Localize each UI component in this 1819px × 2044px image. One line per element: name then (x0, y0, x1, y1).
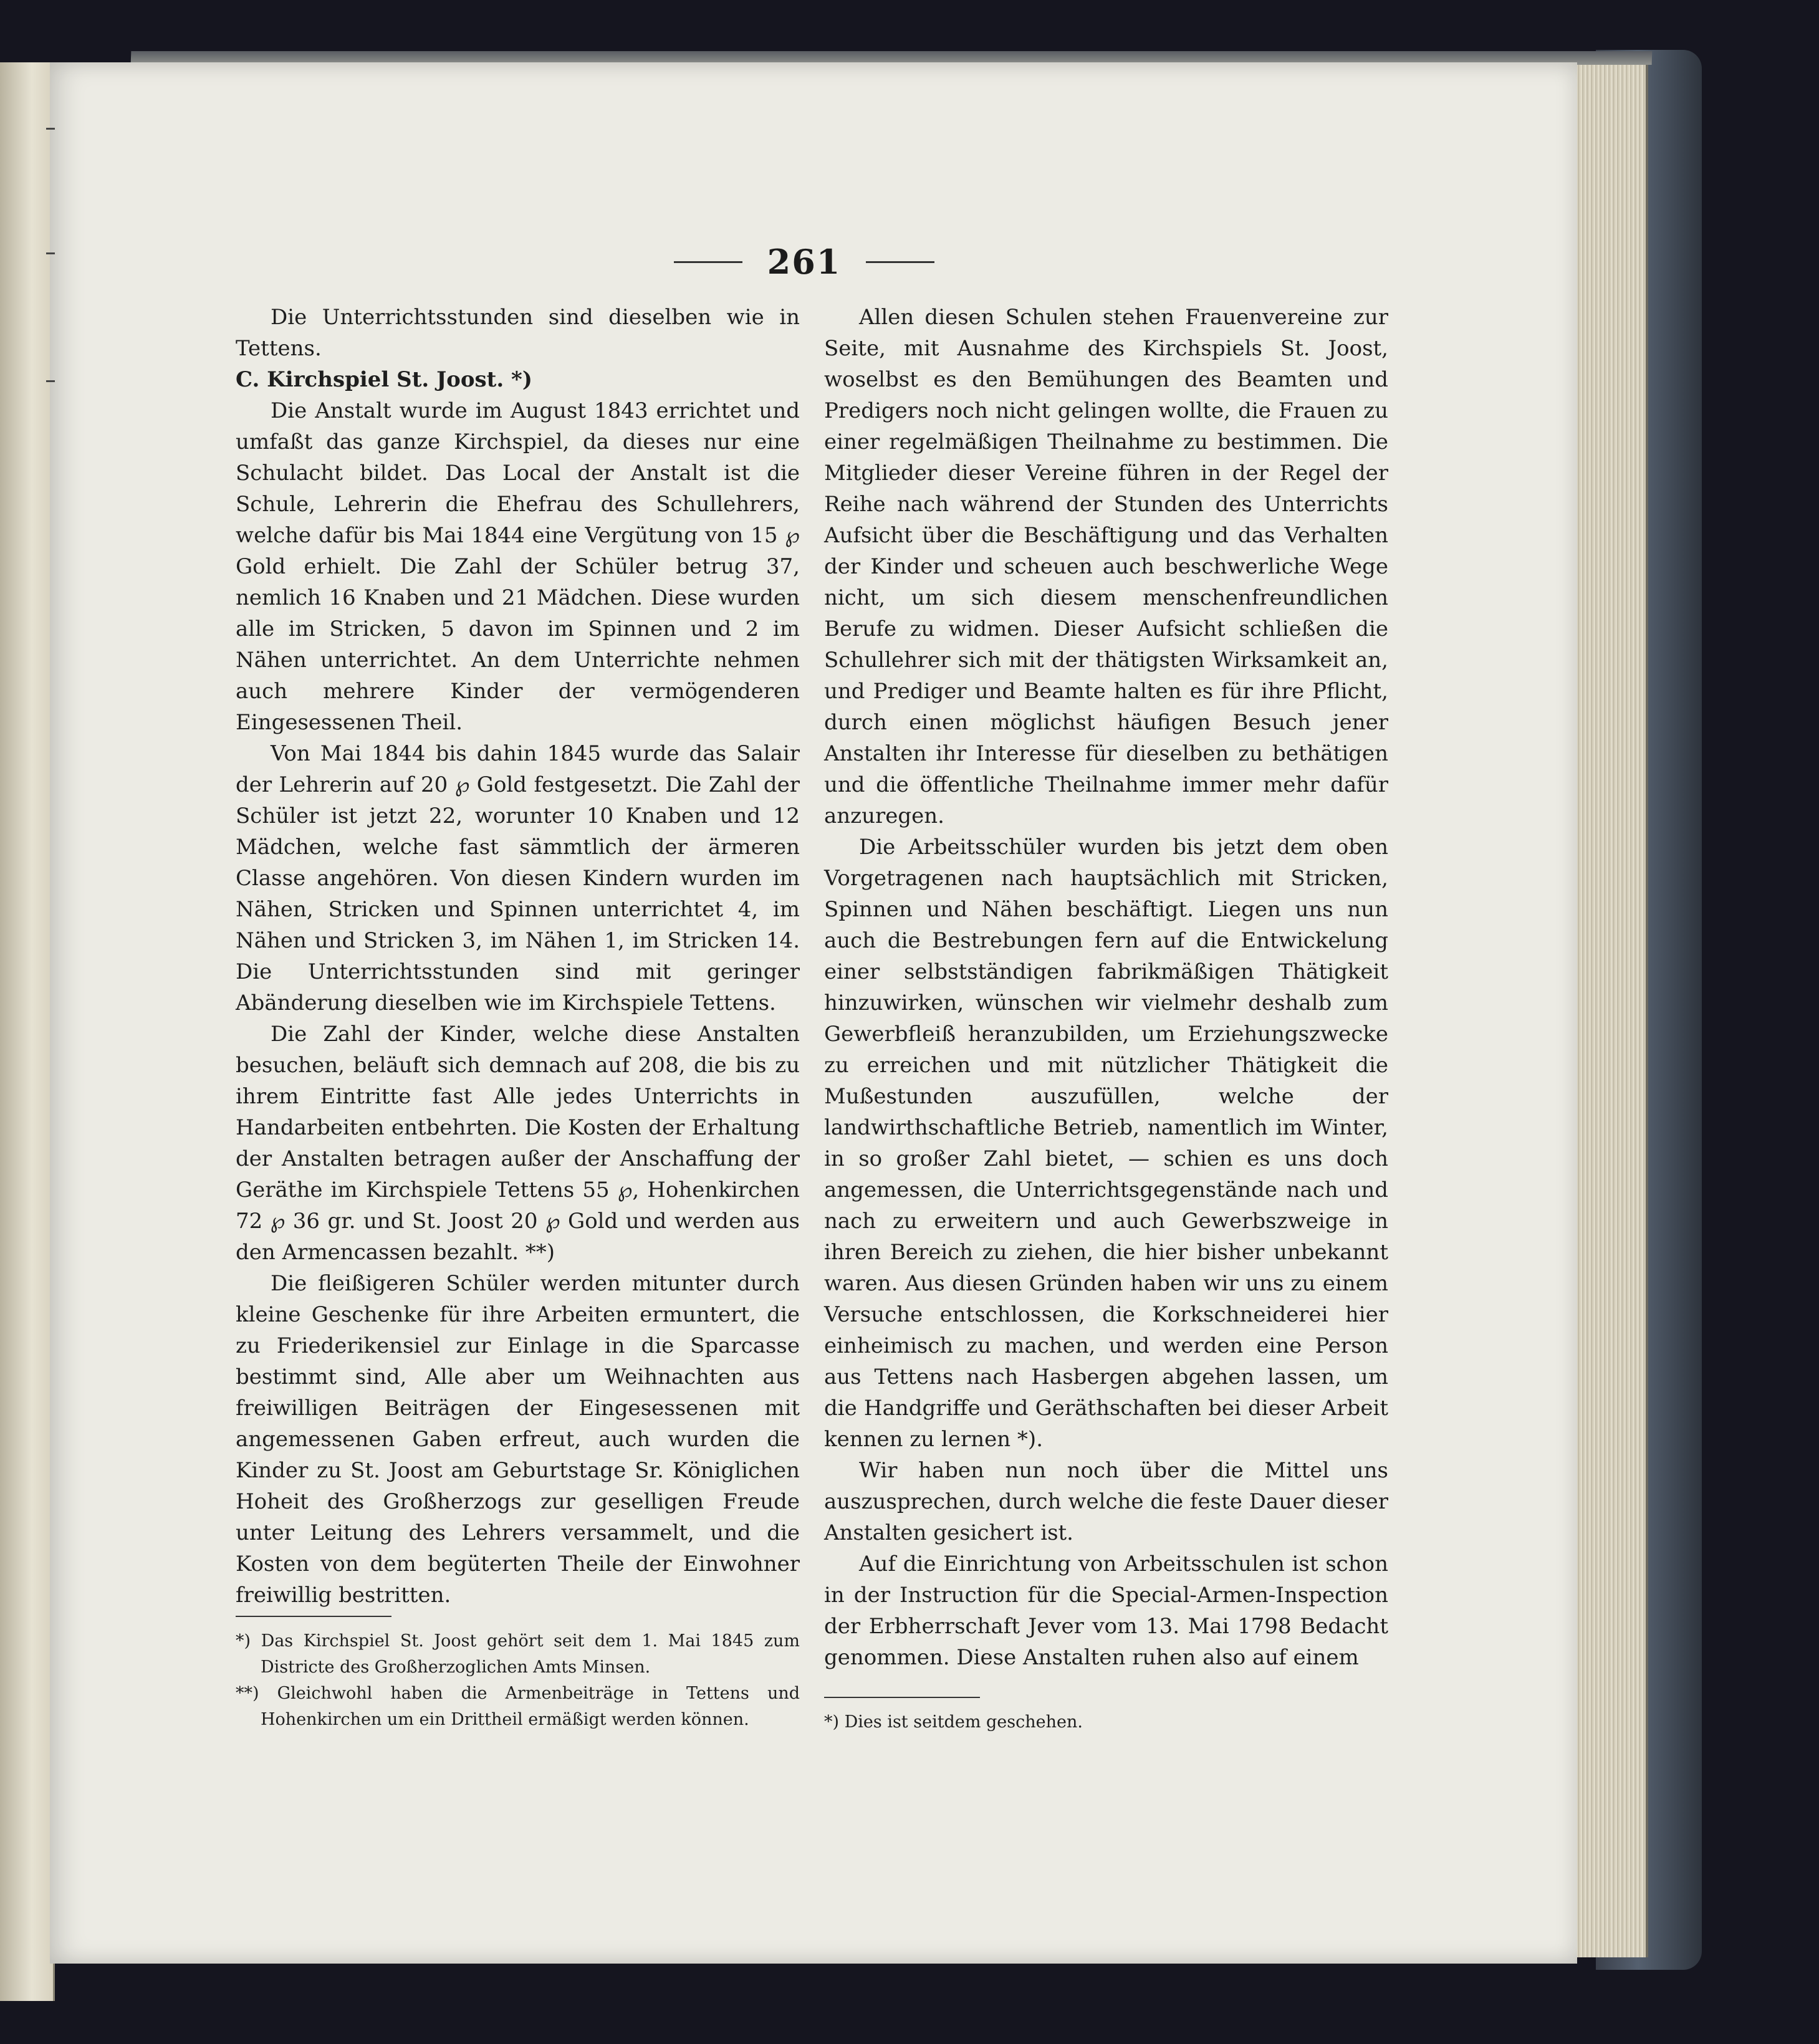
gutter-mark (46, 128, 55, 130)
footnote: *) Dies ist seitdem geschehen. (824, 1712, 1083, 1732)
gutter-mark (46, 252, 55, 254)
paragraph: Die Anstalt wurde im August 1843 errichtet und umfaßt das ganze Kirchspiel, da dieses nur eine Schulacht bildet. Das Local der Anstalt ist die Schule, Lehrerin die Ehefrau des Schullehrers, welche dafür bis Mai 1844 eine Vergütung von 15 ℘ Gold erhielt. Die Zahl der Schüler betrug 37, nemlich 16 Knaben und 21 Mädchen. Diese wurden alle im Stricken, 5 davon im Spinnen und 2 im Nähen unterrichtet. An dem Unterrichte nehmen auch mehrere Kinder der vermögenderen Eingesessenen Theil. (236, 398, 800, 735)
footnote: *) Das Kirchspiel St. Joost gehört seit dem 1. Mai 1845 zum Districte des Großherzoglichen Amts Minsen. (236, 1631, 800, 1677)
paragraph: Auf die Einrichtung von Arbeitsschulen ist schon in der Instruction für die Special-Armen-Inspection der Erbherrschaft Jever vom 13. Mai 1798 Bedacht genommen. Diese Anstalten ruhen also auf einem (824, 1552, 1388, 1670)
left-footnotes (236, 1616, 800, 1733)
left-text-column (236, 302, 800, 1611)
right-text-column (824, 302, 1388, 1673)
paragraph: Die Arbeitsschüler wurden bis jetzt dem oben Vorgetragenen nach hauptsächlich mit Stricken, Spinnen und Nähen beschäftigt. Liegen uns nun auch die Bestrebungen fern auf die Entwickelung einer selbstständigen fabrikmäßigen Thätigkeit hinzuwirken, wünschen wir vielmehr deshalb zum Gewerbfleiß heranzubilden, um Erziehungszwecke zu erreichen und mit nützlicher Thätigkeit die Mußestunden auszufüllen, welche der landwirthschaftliche Betrieb, namentlich im Winter, in so großer Zahl bietet, — schien es uns doch angemessen, die Unterrichtsgegenstände nach und nach zu erweitern und auch Gewerbszweige in ihren Bereich zu ziehen, die hier bisher unbekannt waren. Aus diesen Gründen haben wir uns zu einem Versuche entschlossen, die Korkschneiderei hier einheimisch zu machen, und werden eine Person aus Tettens nach Hasbergen abgehen lassen, um die Handgriffe und Geräthschaften bei dieser Arbeit kennen zu lernen *). (824, 835, 1388, 1452)
page-number: 261 (767, 242, 842, 282)
section-heading: C. Kirchspiel St. Joost. *) (236, 367, 532, 392)
paragraph: Die fleißigeren Schüler werden mitunter durch kleine Geschenke für ihre Arbeiten ermuntert, die zu Friederikensiel zur Einlage in die Sparcasse bestimmt sind, Alle aber um Weihnachten aus freiwilligen Beiträgen der Eingesessenen mit angemessenen Gaben erfreut, auch wurden die Kinder zu St. Joost am Geburtstage Sr. Königlichen Hoheit des Großherzogs zur geselligen Freude unter Leitung des Lehrers versammelt, und die Kosten von dem begüterten Theile der Einwohner freiwillig bestritten. (236, 1271, 800, 1608)
header-rule-left (674, 261, 742, 263)
page-fore-edge (1571, 62, 1648, 1957)
header-rule-right (866, 261, 934, 263)
gutter-mark (46, 380, 55, 382)
footnote-rule (824, 1697, 980, 1698)
paragraph: Von Mai 1844 bis dahin 1845 wurde das Salair der Lehrerin auf 20 ℘ Gold festgesetzt. Die Zahl der Schüler ist jetzt 22, worunter 10 Knaben und 12 Mädchen, welche fast sämmtlich der ärmeren Classe angehören. Von diesen Kindern wurden im Nähen, Stricken und Spinnen unterrichtet 4, im Nähen und Stricken 3, im Nähen 1, im Stricken 14. Die Unterrichtsstunden sind mit geringer Abänderung dieselben wie im Kirchspiele Tettens. (236, 741, 800, 1015)
footnote-rule (236, 1616, 391, 1617)
paragraph: Die Unterrichtsstunden sind dieselben wie in Tettens. (236, 305, 800, 361)
footnote: **) Gleichwohl haben die Armenbeiträge in Tettens und Hohenkirchen um ein Drittheil ermäßigt werden können. (236, 1684, 800, 1729)
paragraph: Wir haben nun noch über die Mittel uns auszusprechen, durch welche die feste Dauer dieser Anstalten gesichert ist. (824, 1458, 1388, 1545)
right-footnotes (824, 1697, 1388, 1735)
paragraph: Allen diesen Schulen stehen Frauenvereine zur Seite, mit Ausnahme des Kirchspiels St. Joost, woselbst es den Bemühungen des Beamten und Predigers noch nicht gelingen wollte, die Frauen zu einer regelmäßigen Theilnahme zu bestimmen. Die Mitglieder dieser Vereine führen in der Regel der Reihe nach während der Stunden des Unterrichts Aufsicht über die Beschäftigung und das Verhalten der Kinder und scheuen auch beschwerliche Wege nicht, um sich diesem menschenfreundlichen Berufe zu widmen. Dieser Aufsicht schließen die Schullehrer sich mit der thätigsten Wirksamkeit an, und Prediger und Beamte halten es für ihre Pflicht, durch einen möglichst häufigen Besuch jener Anstalten ihr Interesse für dieselben zu bethätigen und die öffentliche Theilnahme immer mehr dafür anzuregen. (824, 305, 1388, 828)
page-header (648, 240, 960, 284)
paragraph: Die Zahl der Kinder, welche diese Anstalten besuchen, beläuft sich demnach auf 208, die bis zu ihrem Eintritte fast Alle jedes Unterrichts in Handarbeiten entbehrten. Die Kosten der Erhaltung der Anstalten betragen außer der Anschaffung der Geräthe im Kirchspiele Tettens 55 ℘, Hohenkirchen 72 ℘ 36 gr. und St. Joost 20 ℘ Gold und werden aus den Armencassen bezahlt. **) (236, 1022, 800, 1265)
facing-page-edge (0, 62, 55, 2001)
